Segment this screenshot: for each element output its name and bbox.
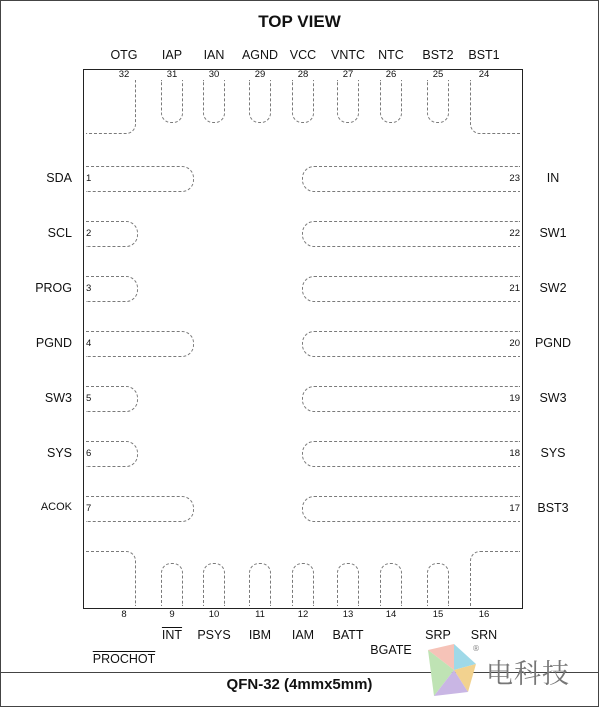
pin-label-right: SW2 xyxy=(539,281,567,295)
pin-number-right: 19 xyxy=(509,393,520,404)
pin-label-left: SYS xyxy=(46,446,72,460)
pad-left xyxy=(86,221,138,247)
pad-corner-top-left xyxy=(86,80,136,134)
pad-right xyxy=(302,386,520,412)
pin-number-bottom: 14 xyxy=(385,609,397,620)
brand-logo-icon xyxy=(424,640,484,702)
pin-number-bottom: 13 xyxy=(342,609,354,620)
pin-label-right: SW1 xyxy=(539,226,567,240)
pin-number-top: 30 xyxy=(208,69,220,80)
pad-bottom xyxy=(161,563,183,606)
pin-label-left: SCL xyxy=(47,226,72,240)
pin-number-left: 4 xyxy=(86,338,92,349)
pad-right xyxy=(302,221,520,247)
pin-label-right: BST3 xyxy=(537,501,569,515)
pin-label-left: SW3 xyxy=(44,391,72,405)
pin-number-right: 17 xyxy=(509,503,520,514)
pad-bottom xyxy=(249,563,271,606)
pad-top xyxy=(249,80,271,123)
pad-left xyxy=(86,496,194,522)
pin-number-bottom: 12 xyxy=(297,609,309,620)
pin-label-right: SYS xyxy=(540,446,566,460)
pad-right xyxy=(302,441,520,467)
pin-label-bottom: IBM xyxy=(248,628,272,642)
pad-bottom xyxy=(337,563,359,606)
pin-number-top: 31 xyxy=(166,69,178,80)
pin-label-top: IAN xyxy=(203,48,225,62)
pad-top xyxy=(203,80,225,123)
pad-left xyxy=(86,166,194,192)
pin-number-right: 18 xyxy=(509,448,520,459)
pin-number-top: 26 xyxy=(385,69,397,80)
pad-right xyxy=(302,166,520,192)
pin-number-bottom: 8 xyxy=(121,609,127,620)
pad-top xyxy=(337,80,359,123)
pad-bottom xyxy=(203,563,225,606)
pin-label-bottom: IAM xyxy=(291,628,315,642)
pin-number-left: 2 xyxy=(86,228,92,239)
pin-label-top: NTC xyxy=(378,48,404,62)
pin-label-top: IAP xyxy=(161,48,183,62)
pin-number-bottom: 15 xyxy=(432,609,444,620)
pin-label-right: PGND xyxy=(534,336,572,350)
pad-left xyxy=(86,386,138,412)
pin-number-top: 25 xyxy=(432,69,444,80)
pin-number-left: 5 xyxy=(86,393,92,404)
pad-top xyxy=(292,80,314,123)
watermark-text: 电科技 xyxy=(486,659,570,690)
pin-number-bottom: 16 xyxy=(478,609,490,620)
pin-number-left: 6 xyxy=(86,448,92,459)
pin-number-bottom: 11 xyxy=(255,609,265,620)
pin-label-left: ACOK xyxy=(40,501,72,513)
pin-number-top: 32 xyxy=(118,69,130,80)
pad-left xyxy=(86,331,194,357)
pad-top xyxy=(427,80,449,123)
pin-label-top: VCC xyxy=(289,48,317,62)
pin-number-top: 24 xyxy=(478,69,490,80)
pad-left xyxy=(86,276,138,302)
pin-label-bottom: SRN xyxy=(470,628,498,642)
pin-label-bottom: $\overline{INT}$ xyxy=(161,628,183,642)
pin-label-left: SDA xyxy=(46,171,72,185)
pin-label-bottom: PROCHOT xyxy=(92,652,156,666)
pin-label-top: OTG xyxy=(110,48,138,62)
pad-corner-bottom-left xyxy=(86,551,136,606)
pin-number-bottom: 9 xyxy=(169,609,175,620)
pad-corner-top-right xyxy=(470,80,520,134)
pad-right xyxy=(302,496,520,522)
pin-label-top: VNTC xyxy=(330,48,366,62)
pad-corner-bottom-right xyxy=(470,551,520,606)
pin-number-left: 7 xyxy=(86,503,92,514)
pin-label-left: PGND xyxy=(35,336,72,350)
pad-top xyxy=(161,80,183,123)
pin-number-left: 1 xyxy=(86,173,92,184)
pad-bottom xyxy=(380,563,402,606)
svg-text:®: ® xyxy=(472,644,480,653)
pin-label-right: SW3 xyxy=(539,391,567,405)
diagram-title: TOP VIEW xyxy=(258,12,341,31)
pad-left xyxy=(86,441,138,467)
pin-label-top: BST1 xyxy=(468,48,500,62)
pin-label-top: BST2 xyxy=(422,48,454,62)
pin-number-bottom: 10 xyxy=(208,609,220,620)
pin-number-left: 3 xyxy=(86,283,92,294)
pad-top xyxy=(380,80,402,123)
pin-label-bottom: BATT xyxy=(332,628,364,642)
pin-number-right: 23 xyxy=(509,173,520,184)
pin-number-top: 29 xyxy=(254,69,266,80)
pin-label-bottom: SRP xyxy=(425,628,451,642)
package-label: QFN-32 (4mmx5mm) xyxy=(226,676,373,693)
pin-label-left: PROG xyxy=(35,281,72,295)
pin-number-right: 22 xyxy=(509,228,520,239)
pin-label-bottom: PSYS xyxy=(197,628,231,642)
pin-number-top: 27 xyxy=(342,69,354,80)
pad-right xyxy=(302,276,520,302)
pin-number-right: 20 xyxy=(509,338,520,349)
pin-number-top: 28 xyxy=(297,69,309,80)
pin-label-right: IN xyxy=(546,171,560,185)
pad-bottom xyxy=(427,563,449,606)
pin-label-bottom: BGATE xyxy=(370,643,412,657)
pin-number-right: 21 xyxy=(509,283,520,294)
pad-bottom xyxy=(292,563,314,606)
pad-right xyxy=(302,331,520,357)
pin-label-top: AGND xyxy=(241,48,279,62)
